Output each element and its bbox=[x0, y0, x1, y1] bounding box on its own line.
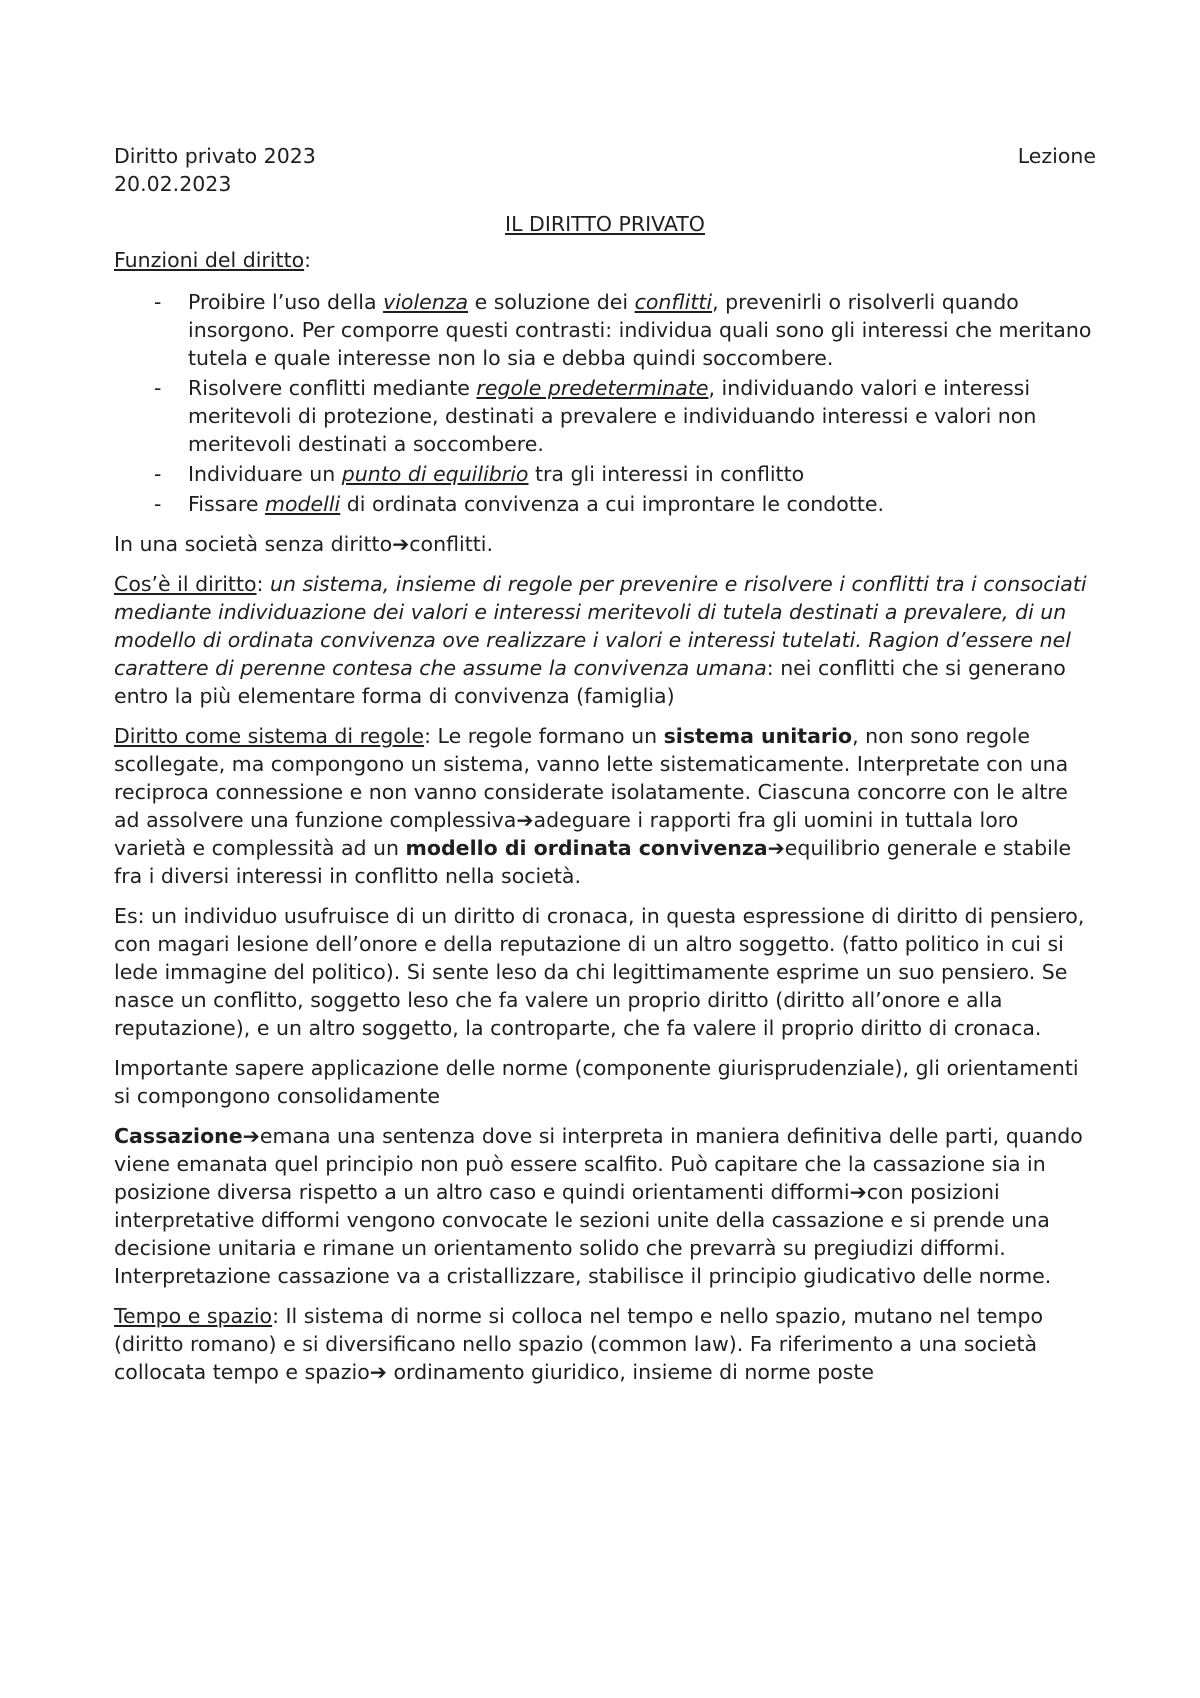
keyword: punto di equilibrio bbox=[341, 462, 529, 486]
keyword: conflitti bbox=[634, 290, 713, 314]
functions-heading-line: Funzioni del diritto: bbox=[114, 248, 312, 272]
time-space-paragraph: Tempo e spazio: Il sistema di norme si colloca nel tempo e nello spazio, mutano nel tempo (diritto romano) e si diversificano nello spazio (common law). Fa riferimento a una società collocata tempo e spazio➔ ordinamento giuridico, insieme di norme poste bbox=[114, 1304, 1044, 1384]
list-item: - Individuare un punto di equilibrio tra gli interessi in conflitto bbox=[114, 460, 1096, 488]
list-item: - Fissare modelli di ordinata convivenza a cui improntare le condotte. bbox=[114, 490, 1096, 518]
example-paragraph: Es: un individuo usufruisce di un diritto di cronaca, in questa espressione di diritto di pensiero, con magari lesione dell’onore e della reputazione di un altro soggetto. (fatto politico in cui si lede immagine del politico). Si sente leso da chi legittimamente esprime un suo pensiero. Se nasce un conflitto, soggetto leso che fa valere un proprio diritto (diritto all’onore e alla reputazione), e un altro soggetto, la controparte, che fa valere il proprio diritto di cronaca. bbox=[114, 904, 1085, 1040]
functions-list bbox=[114, 288, 1096, 518]
lesson-date: 20.02.2023 bbox=[114, 172, 232, 196]
header-line bbox=[114, 142, 1096, 170]
page-title: IL DIRITTO PRIVATO bbox=[505, 212, 705, 236]
system-heading: Diritto come sistema di regole bbox=[114, 724, 425, 748]
important-paragraph: Importante sapere applicazione delle norme (componente giurisprudenziale), gli orientamenti si compongono consolidamente bbox=[114, 1056, 1079, 1108]
time-space-heading: Tempo e spazio bbox=[114, 1304, 273, 1328]
definition-paragraph: Cos’è il diritto: un sistema, insieme di regole per prevenire e risolvere i conflitti tra i consociati mediante individuazione dei valori e interessi meritevoli di tutela destinati a prevalere, di un modello di ordinata convivenza ove realizzare i valori e interessi tutelati. Ragion d’essere nel carattere di perenne contesa che assume la convivenza umana: nei conflitti che si generano entro la più elementare forma di convivenza (famiglia) bbox=[114, 572, 1087, 708]
lesson-label: Lezione bbox=[1017, 144, 1096, 168]
keyword: violenza bbox=[383, 290, 469, 314]
course-name: Diritto privato 2023 bbox=[114, 144, 316, 168]
document-body bbox=[114, 142, 1096, 1398]
keyword: modelli bbox=[265, 492, 341, 516]
functions-heading: Funzioni del diritto bbox=[114, 248, 305, 272]
list-item: - Risolvere conflitti mediante regole predeterminate, individuando valori e interessi meritevoli di protezione, destinati a prevalere e individuando interessi e valori non meritevoli destinati a soccombere. bbox=[114, 374, 1096, 458]
list-item: - Proibire l’uso della violenza e soluzione dei conflitti, prevenirli o risolverli quando insorgono. Per comporre questi contrasti: individua quali sono gli interessi che meritano tutela e quale interesse non lo sia e debba quindi soccombere. bbox=[114, 288, 1096, 372]
keyword: regole predeterminate bbox=[476, 376, 709, 400]
cassazione-paragraph: Cassazione➔emana una sentenza dove si interpreta in maniera definitiva delle parti, quando viene emanata quel principio non può essere scalfito. Può capitare che la cassazione sia in posizione diversa rispetto a un altro caso e quindi orientamenti difformi➔con posizioni interpretative difformi vengono convocate le sezioni unite della cassazione e si prende una decisione unitaria e rimane un orientamento solido che prevarrà su pregiudizi difformi. Interpretazione cassazione va a cristallizzare, stabilisce il principio giudicativo delle norme. bbox=[114, 1124, 1083, 1288]
definition-heading: Cos’è il diritto bbox=[114, 572, 257, 596]
system-paragraph: Diritto come sistema di regole: Le regole formano un sistema unitario, non sono regole scollegate, ma compongono un sistema, vanno lette sistematicamente. Interpretate con una reciproca connessione e non vanno considerate isolatamente. Ciascuna concorre con le altre ad assolvere una funzione complessiva➔adeguare i rapporti fra gli uomini in tuttala loro varietà e complessità ad un modello di ordinata convivenza➔equilibrio generale e stabile fra i diversi interessi in conflitto nella società. bbox=[114, 724, 1072, 888]
cassazione-term: Cassazione bbox=[114, 1124, 243, 1148]
society-paragraph: In una società senza diritto➔conflitti. bbox=[114, 532, 493, 556]
